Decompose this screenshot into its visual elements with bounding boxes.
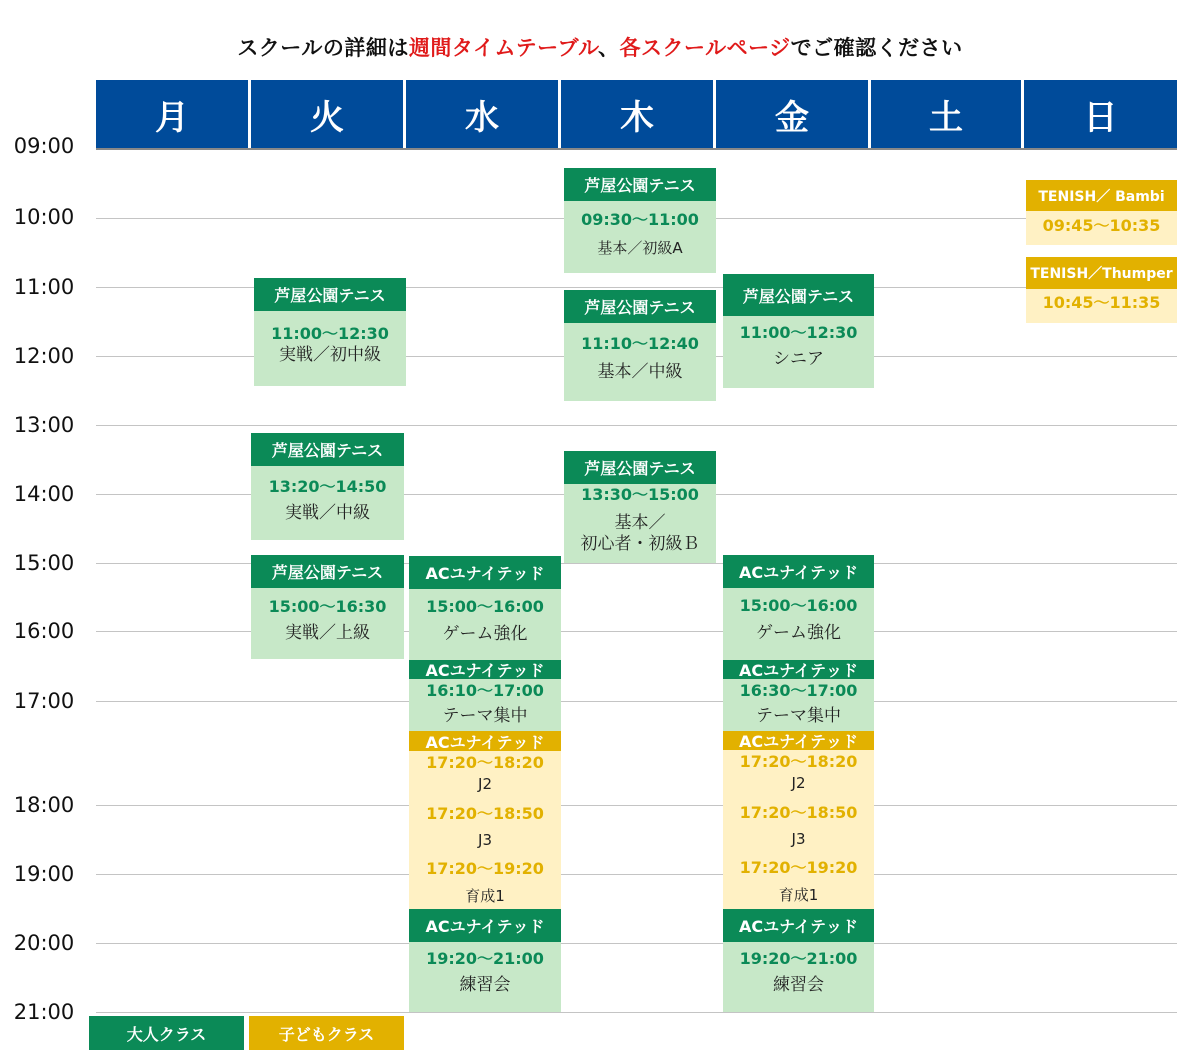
class-title: ACユナイテッド: [409, 909, 561, 942]
heading-post: でご確認ください: [790, 36, 963, 60]
time-label: 14:00: [13, 482, 75, 506]
day-header-tue: 火: [251, 80, 403, 148]
class-time: 09:30〜11:00: [581, 209, 699, 229]
class-block-wed-3[interactable]: [409, 731, 561, 909]
time-label: 12:00: [13, 344, 75, 368]
class-title: 芦屋公園テニス: [251, 555, 404, 588]
class-title: ACユナイテッド: [409, 660, 561, 679]
class-title: TENISH／ Bambi: [1026, 180, 1177, 211]
class-desc: 実戦／初中級: [279, 345, 381, 366]
day-header-wed: 水: [406, 80, 558, 148]
class-desc: 実戦／中級: [285, 503, 370, 524]
gridline-0900: [96, 148, 1177, 150]
class-time: 13:30〜15:00: [581, 484, 699, 504]
class-desc: J3: [791, 830, 806, 849]
class-block-fri-4[interactable]: [723, 731, 874, 909]
class-block-wed-4[interactable]: [409, 909, 561, 1012]
class-desc: J2: [478, 775, 492, 794]
day-header-sun: 日: [1024, 80, 1177, 148]
class-time: 17:20〜19:20: [426, 858, 544, 878]
class-desc: 基本／: [614, 513, 666, 534]
class-title: TENISH／Thumper: [1026, 257, 1177, 289]
class-desc: J3: [478, 831, 492, 850]
gridline-1900: [96, 874, 1177, 875]
class-time: 15:00〜16:00: [426, 596, 544, 616]
time-label: 09:00: [13, 134, 75, 158]
class-desc: 基本／中級: [597, 362, 683, 383]
time-label: 17:00: [13, 689, 75, 713]
class-desc: 初心者・初級Ｂ: [580, 534, 700, 555]
class-desc: ゲーム強化: [442, 624, 528, 645]
class-desc: テーマ集中: [756, 706, 841, 727]
class-block-wed-2[interactable]: [409, 660, 561, 731]
class-desc: 練習会: [459, 975, 511, 996]
class-title: 芦屋公園テニス: [723, 274, 874, 316]
class-block-fri-5[interactable]: [723, 909, 874, 1012]
class-desc: 練習会: [773, 975, 824, 996]
class-title: ACユナイテッド: [723, 731, 874, 750]
time-label: 20:00: [13, 931, 75, 955]
class-desc: 実戦／上級: [285, 623, 370, 644]
time-label: 18:00: [13, 793, 75, 817]
class-desc: シニア: [773, 349, 824, 370]
day-header-thu: 木: [561, 80, 713, 148]
class-block-tue-2[interactable]: [251, 433, 404, 540]
class-block-tue-3[interactable]: [251, 555, 404, 659]
heading-link-school-pages[interactable]: 各スクールページ: [619, 36, 791, 60]
page-heading: [0, 32, 1200, 62]
class-title: ACユナイテッド: [723, 660, 874, 679]
time-label: 19:00: [13, 862, 75, 886]
class-block-fri-2[interactable]: [723, 555, 874, 660]
class-time: 11:00〜12:30: [271, 323, 389, 343]
class-time: 11:10〜12:40: [581, 333, 699, 353]
class-block-sun-1[interactable]: [1026, 180, 1177, 245]
class-time: 17:20〜18:50: [739, 802, 858, 822]
class-block-thu-1[interactable]: [564, 168, 716, 273]
class-time: 16:10〜17:00: [426, 680, 544, 700]
class-time: 11:00〜12:30: [739, 322, 858, 342]
class-time: 17:20〜19:20: [739, 857, 858, 877]
class-title: 芦屋公園テニス: [564, 168, 716, 201]
gridline-2000: [96, 943, 1177, 944]
class-time: 09:45〜10:35: [1042, 215, 1161, 235]
class-title: 芦屋公園テニス: [564, 451, 716, 484]
class-block-thu-2[interactable]: [564, 290, 716, 401]
gridline-1700: [96, 701, 1177, 702]
gridline-1800: [96, 805, 1177, 806]
class-desc: 育成1: [778, 886, 819, 905]
class-time: 17:20〜18:20: [739, 751, 858, 771]
class-block-wed-1[interactable]: [409, 556, 561, 660]
class-time: 17:20〜18:50: [426, 803, 544, 823]
time-label: 15:00: [13, 551, 75, 575]
class-block-fri-3[interactable]: [723, 660, 874, 731]
class-title: ACユナイテッド: [723, 909, 874, 942]
class-time: 10:45〜11:35: [1042, 292, 1161, 312]
time-label: 21:00: [13, 1000, 75, 1024]
legend-adult-class: 大人クラス: [89, 1016, 244, 1050]
time-label: 13:00: [13, 413, 75, 437]
class-block-thu-3[interactable]: [564, 451, 716, 563]
class-desc: ゲーム強化: [756, 623, 841, 644]
day-header-fri: 金: [716, 80, 868, 148]
class-time: 15:00〜16:00: [739, 595, 858, 615]
day-header-mon: 月: [96, 80, 248, 148]
class-time: 15:00〜16:30: [268, 596, 387, 616]
time-label: 16:00: [13, 619, 75, 643]
time-label: 10:00: [13, 205, 75, 229]
gridline-1300: [96, 425, 1177, 426]
class-title: 芦屋公園テニス: [564, 290, 716, 323]
day-header-sat: 土: [871, 80, 1021, 148]
heading-mid: 、: [598, 36, 620, 60]
class-time: 19:20〜21:00: [739, 948, 858, 968]
class-desc: 基本／初級A: [597, 239, 683, 258]
class-block-tue-1[interactable]: [254, 278, 406, 386]
class-title: ACユナイテッド: [409, 556, 561, 589]
heading-pre: スクールの詳細は: [237, 36, 409, 60]
class-time: 19:20〜21:00: [426, 948, 544, 968]
class-title: ACユナイテッド: [723, 555, 874, 588]
class-block-fri-1[interactable]: [723, 274, 874, 388]
time-label: 11:00: [13, 275, 75, 299]
class-time: 17:20〜18:20: [426, 752, 544, 772]
heading-link-weekly-timetable[interactable]: 週間タイムテーブル: [408, 36, 598, 60]
class-block-sun-2[interactable]: [1026, 257, 1177, 323]
class-title: ACユナイテッド: [409, 731, 561, 751]
gridline-2100: [96, 1012, 1177, 1013]
legend-kids-class: 子どもクラス: [249, 1016, 404, 1050]
class-desc: テーマ集中: [442, 706, 528, 727]
class-desc: J2: [791, 774, 806, 793]
class-title: 芦屋公園テニス: [254, 278, 406, 311]
class-time: 16:30〜17:00: [739, 680, 858, 700]
class-time: 13:20〜14:50: [268, 476, 387, 496]
class-desc: 育成1: [465, 887, 505, 906]
class-title: 芦屋公園テニス: [251, 433, 404, 466]
